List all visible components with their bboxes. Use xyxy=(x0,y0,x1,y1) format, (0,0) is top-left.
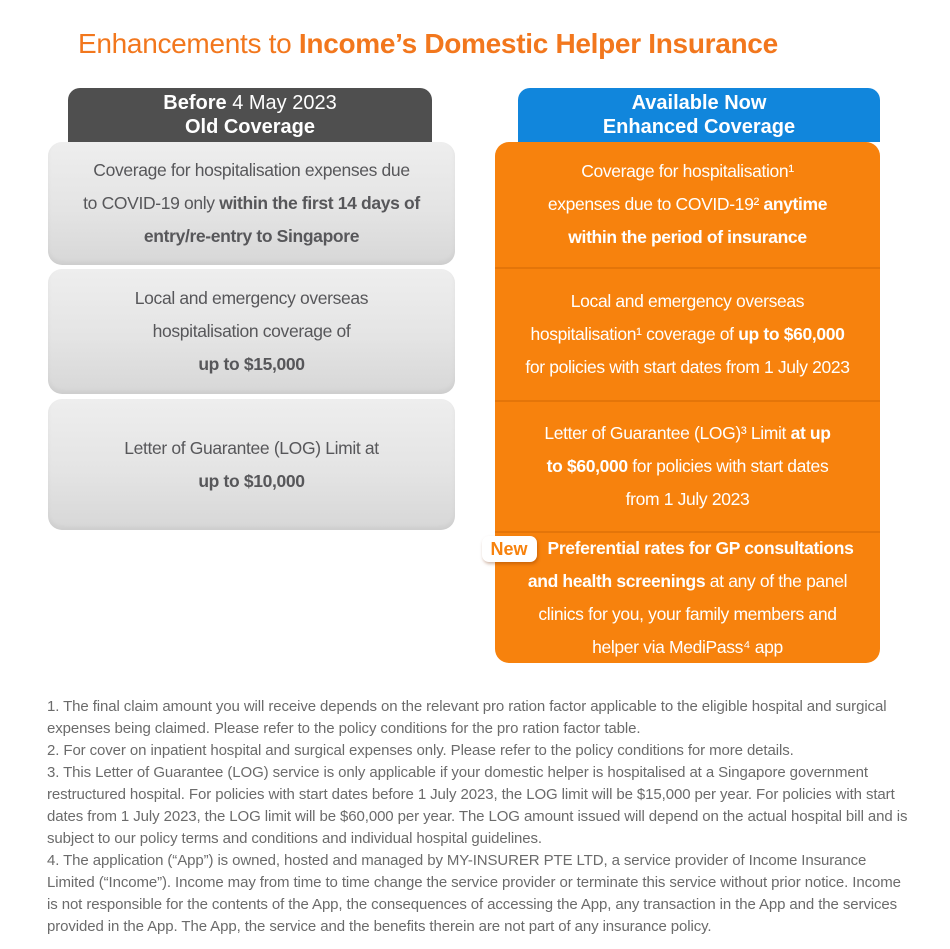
old-coverage-header-date: 4 May 2023 xyxy=(226,92,337,114)
old-row-covid-14-days xyxy=(48,142,455,265)
new-row-log-60000-text: Letter of Guarantee (LOG)³ Limit at up to $60,000 for policies with start dates from 1 July 2023 xyxy=(544,423,831,509)
footnote-3: 3. This Letter of Guarantee (LOG) service is only applicable if your domestic helper is hospitalised at a Singapore government restructured hospital. For policies with start dates before 1 July 2023, the LOG limit will be $15,000 per year. For policies with start dates from 1 July 2023, the LOG limit will be $60,000 per year. The LOG amount issued will depend on the actual hospital bill and is subject to our policy terms and conditions and individual hospital guidelines. xyxy=(47,764,908,847)
footnotes xyxy=(47,696,911,938)
enhanced-coverage-header xyxy=(518,88,880,142)
new-row-gp-rates-text: Preferential rates for GP consultations and health screenings at any of the panel clinics for you, your family members and helper via MediPass⁴ app xyxy=(527,538,854,657)
enhanced-coverage-column xyxy=(490,142,880,663)
page-title-bold: Income’s Domestic Helper Insurance xyxy=(298,28,778,59)
enhanced-coverage-header-line1: Available Now xyxy=(631,92,767,114)
footnote-1: 1. The final claim amount you will receive depends on the relevant pro ration factor applicable to the eligible hospital and surgical expenses being claimed. Please refer to the policy conditions for the pro ration factor table. xyxy=(47,698,887,737)
old-coverage-column xyxy=(48,142,455,530)
old-coverage-header xyxy=(68,88,432,142)
new-row-covid-anytime xyxy=(495,142,880,267)
old-row-overseas-15000-text: Local and emergency overseas hospitalisation coverage of up to $15,000 xyxy=(134,288,369,374)
page-title xyxy=(78,28,778,60)
old-row-log-10000-text: Letter of Guarantee (LOG) Limit at up to $10,000 xyxy=(124,437,379,491)
new-badge: New xyxy=(482,536,537,562)
enhanced-coverage-header-line2: Enhanced Coverage xyxy=(602,116,796,138)
new-row-gp-rates xyxy=(490,531,880,663)
old-row-log-10000 xyxy=(48,399,455,530)
footnote-4: 4. The application (“App”) is owned, hosted and managed by MY-INSURER PTE LTD, a service provider of Income Insurance Limited (“Income”). Income may from time to time change the service provider or terminate this service without prior notice. Income is not responsible for the contents of the App, the consequences of accessing the App, any transaction in the App and the services provided in the App. The App, the service and the benefits therein are not part of any insurance policy. xyxy=(47,852,901,935)
new-row-overseas-60000-text: Local and emergency overseas hospitalisation¹ coverage of up to $60,000 for policies with start dates from 1 July 2023 xyxy=(525,291,850,377)
footnote-2: 2. For cover on inpatient hospital and surgical expenses only. Please refer to the policy conditions for more details. xyxy=(47,742,794,759)
old-coverage-header-before: Before xyxy=(163,92,227,114)
page-title-regular: Enhancements to xyxy=(78,28,299,59)
new-row-log-60000 xyxy=(495,400,880,531)
old-row-overseas-15000 xyxy=(48,269,455,394)
old-row-covid-14-days-text: Coverage for hospitalisation expenses due to COVID-19 only within the first 14 days of entry/re-entry to Singapore xyxy=(83,160,420,246)
old-coverage-header-line1 xyxy=(68,91,432,115)
new-row-overseas-60000 xyxy=(495,267,880,400)
new-row-covid-anytime-text: Coverage for hospitalisation¹ expenses due to COVID-19² anytime within the period of insurance xyxy=(547,161,828,247)
new-row-gp-rates-line xyxy=(490,532,880,664)
old-coverage-header-line2: Old Coverage xyxy=(184,116,316,138)
